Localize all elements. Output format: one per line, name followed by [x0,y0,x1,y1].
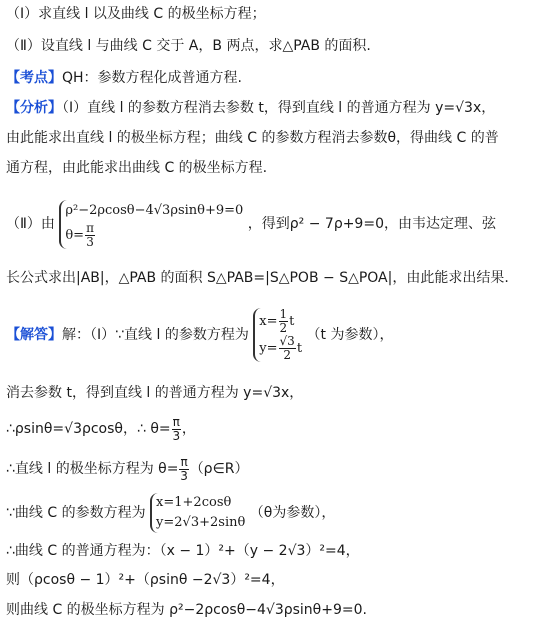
jieda-line-5 [6,490,548,536]
fenxi-4-eq2-fraction [85,222,95,249]
fenxi-4-eq2 [65,222,243,249]
fenxi-line-4 [6,194,548,254]
jieda-4-prefix: ∴直线 l 的极坐标方程为 θ= [6,461,179,477]
jieda-line-3 [6,410,548,448]
jieda-line-4 [6,450,548,488]
kaodian-tag: 【考点】 [6,70,62,86]
jieda-5-eq1: x=1+2cosθ [156,495,232,510]
jieda-1-prefix: 解：（Ⅰ）∵直线 l 的参数方程为 [62,327,249,343]
jieda-1-eq1 [259,308,302,335]
jieda-line-1 [6,300,548,370]
fenxi-4-eq1: ρ²−2ρcosθ−4√3ρsinθ+9=0 [65,202,244,218]
jieda-line-2: 消去参数 t，得到直线 l 的普通方程为 y=√3x， [6,385,304,401]
jieda-4-fraction [179,456,188,483]
fraction-numerator: 1 [279,307,288,321]
jieda-1-eq2-left: y= [259,341,278,356]
jieda-line-6: ∴曲线 C 的普通方程为：（x − 1）²+（y − 2√3）²=4， [6,543,360,559]
fraction-numerator: π [172,414,180,429]
fraction-denominator: 3 [180,468,188,483]
jieda-1-eq2 [259,335,302,362]
fenxi-line-2: 由此能求出直线 l 的极坐标方程；曲线 C 的参数方程消去参数θ，得曲线 C 的普 [6,130,499,146]
fenxi-line-3: 通方程，由此能求出曲线 C 的极坐标方程. [6,160,268,176]
fraction-denominator: 2 [279,321,288,335]
fenxi-line-1 [6,98,548,118]
jieda-1-eq1-fraction [279,308,289,335]
jieda-1-eq2-fraction [279,335,296,362]
jieda-1-eq2-right: t [296,341,303,356]
fraction-denominator: 2 [283,348,291,362]
jieda-1-suffix: （t 为参数）， [306,327,394,343]
kaodian-text: QH：参数方程化成普通方程. [62,70,242,86]
jieda-tag: 【解答】 [6,327,62,343]
jieda-4-suffix: （ρ∈R） [189,461,249,477]
fraction-denominator: 3 [172,428,181,443]
fenxi-4-eq2-left: θ= [65,227,85,243]
fenxi-text-1: （Ⅰ）直线 l 的参数方程消去参数 t，得到直线 l 的普通方程为 y=√3x， [62,100,496,116]
jieda-3-prefix: ∴ρsinθ=√3ρcosθ，∴ θ= [6,421,171,437]
fenxi-4-suffix: ，得到ρ² − 7ρ+9=0，由韦达定理、弦 [247,216,496,232]
fraction-numerator: π [180,454,188,469]
jieda-5-eq2: y=2√3+2sinθ [156,515,246,530]
jieda-5-suffix: （θ为参数）， [249,505,336,521]
jieda-5-system [150,493,245,533]
fraction-numerator: π [86,220,94,235]
fraction-numerator: √3 [279,334,295,348]
fenxi-tag: 【分析】 [6,100,62,116]
fenxi-4-prefix: （Ⅱ）由 [6,216,55,232]
jieda-3-fraction [172,416,181,443]
fenxi-4-system [59,200,243,249]
jieda-5-prefix: ∵曲线 C 的参数方程为 [6,505,146,521]
question-part-1: （Ⅰ）求直线 l 以及曲线 C 的极坐标方程； [6,6,266,22]
fenxi-line-5: 长公式求出|AB|，△PAB 的面积 S△PAB=|S△POB − S△POA|，由此能求出结果. [6,270,509,286]
jieda-1-system [253,308,302,362]
jieda-line-8: 则曲线 C 的极坐标方程为 ρ²−2ρcosθ−4√3ρsinθ+9=0. [6,602,367,618]
jieda-3-suffix: ， [181,421,196,437]
jieda-1-eq1-left: x= [259,314,278,329]
question-part-2: （Ⅱ）设直线 l 与曲线 C 交于 A，B 两点，求△PAB 的面积. [6,38,371,54]
fraction-denominator: 3 [86,234,94,249]
jieda-line-7: 则（ρcosθ − 1）²+（ρsinθ −2√3）²=4， [6,572,285,588]
jieda-1-eq1-right: t [289,314,295,329]
kaodian-line [6,68,548,88]
